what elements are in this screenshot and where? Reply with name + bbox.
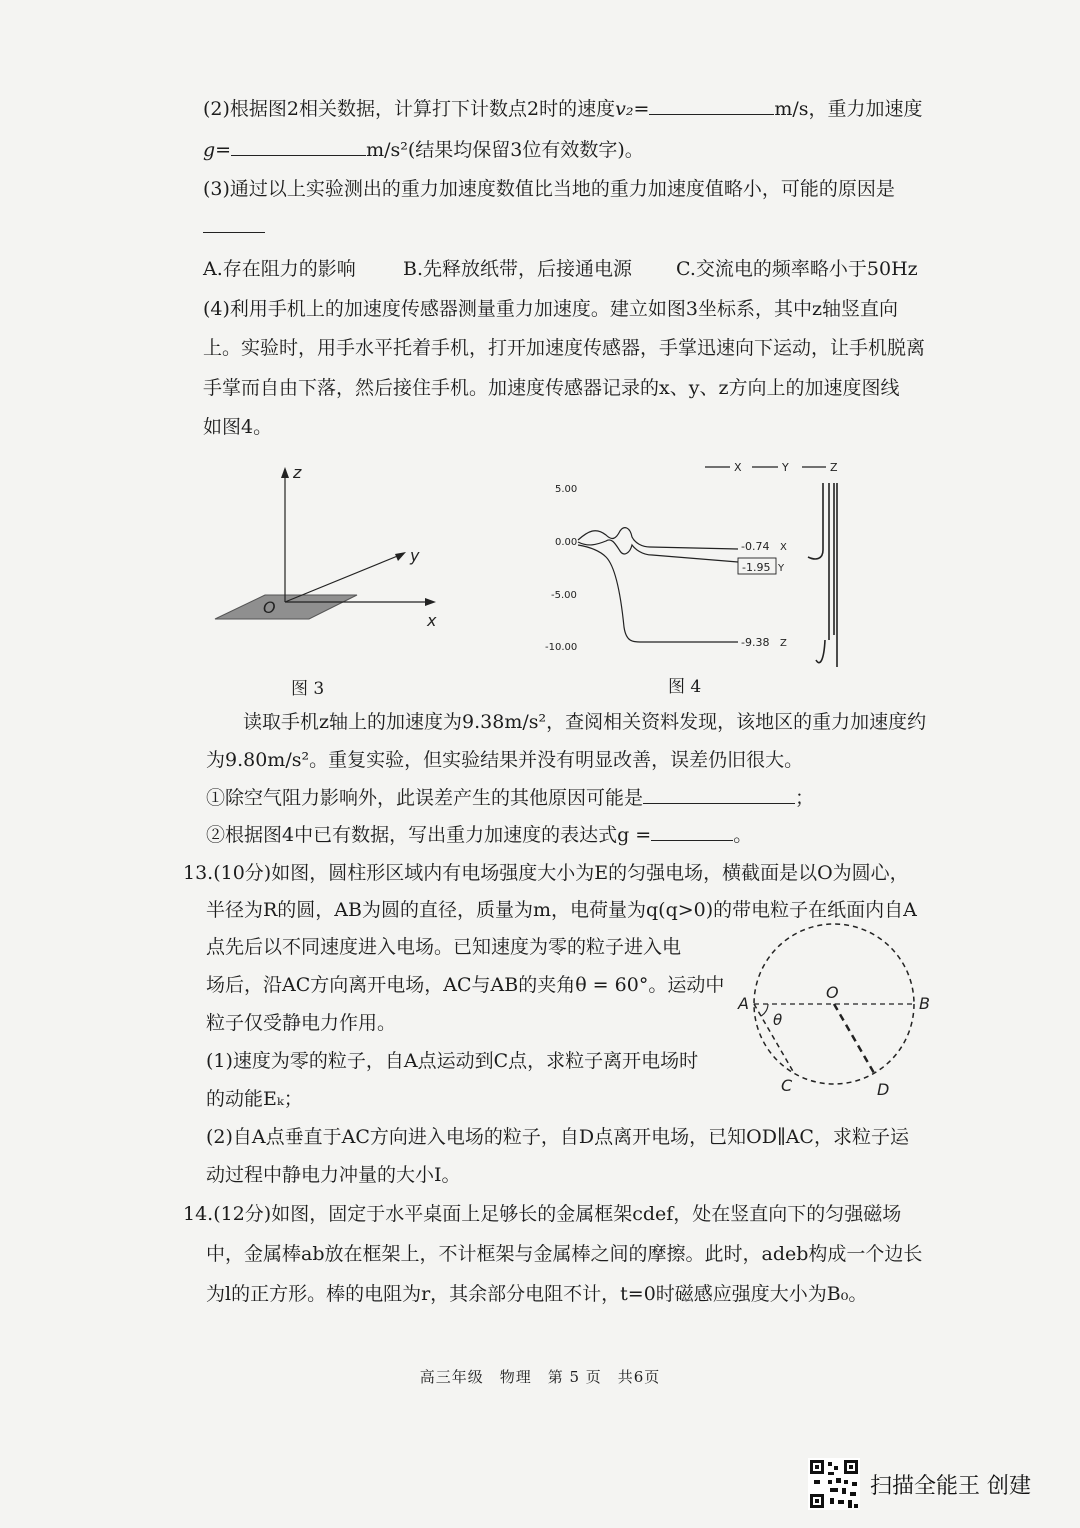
q13-line5: 粒子仅受静电力作用。 — [206, 1012, 397, 1034]
tick-0: 0.00 — [555, 537, 578, 548]
page-footer: 高三年级 物理 第 5 页 共6页 — [419, 1368, 661, 1386]
sub-question-1 — [206, 785, 814, 811]
x-axis-arrow — [425, 598, 436, 606]
q12-part2-note: m/s²(结果均保留3位有效数字)。 — [366, 139, 644, 161]
q14-line1: 14.(12分)如图，固定于水平桌面上足够长的金属框架cdef，处在竖直向下的匀强磁场 — [183, 1203, 902, 1225]
point-a-label: A — [738, 994, 749, 1013]
q12-part4-line3: 手掌而自由下落，然后接住手机。加速度传感器记录的x、y、z方向上的加速度图线 — [203, 377, 900, 399]
q13-line7: 的动能Eₖ； — [206, 1088, 303, 1110]
sub-question-2-text: ②根据图4中已有数据，写出重力加速度的表达式g = — [206, 824, 652, 846]
point-o-label: O — [826, 983, 839, 1002]
label-y-value: -1.95 — [742, 561, 771, 574]
q13-line8: (2)自A点垂直于AC方向进入电场的粒子，自D点离开电场，已知OD∥AC，求粒子运 — [206, 1126, 909, 1148]
tick-5: 5.00 — [555, 484, 578, 495]
point-b-label: B — [919, 994, 930, 1013]
sub-question-2-end: 。 — [733, 824, 753, 846]
figure-4 — [540, 455, 860, 675]
tick-minus5: -5.00 — [551, 590, 577, 601]
q13-line1: 13.(10分)如图，圆柱形区域内有电场强度大小为E的匀强电场，横截面是以O为圆心， — [183, 862, 909, 884]
error-reason-blank[interactable] — [643, 785, 795, 804]
phone-shape — [215, 595, 357, 619]
label-x-value: -0.74 — [741, 540, 770, 553]
q12-part3: (3)通过以上实验测出的重力加速度数值比当地的重力加速度值略小，可能的原因是 — [203, 178, 895, 200]
q12-g-symbol: g= — [203, 139, 232, 161]
q13-line9: 动过程中静电力冲量的大小I。 — [206, 1164, 461, 1186]
q13-circle-figure — [735, 922, 935, 1102]
option-b: B.先释放纸带，后接通电源 — [403, 258, 633, 280]
tick-minus10: -10.00 — [545, 642, 578, 653]
q13-line2: 半径为R的圆，AB为圆的直径，质量为m，电荷量为q(q>0)的带电粒子在纸面内自A — [206, 899, 917, 921]
legend-x-label: X — [734, 461, 742, 474]
q12-part4-line1: (4)利用手机上的加速度传感器测量重力加速度。建立如图3坐标系，其中z轴竖直向 — [203, 298, 899, 320]
g-expression-blank[interactable] — [651, 822, 733, 841]
theta-arc — [761, 1004, 768, 1016]
sub-question-1-end: ； — [795, 787, 815, 809]
q13-line6: (1)速度为零的粒子，自A点运动到C点，求粒子离开电场时 — [206, 1050, 699, 1072]
scanner-watermark — [808, 1458, 1031, 1510]
q14-line3: 为l的正方形。棒的电阻为r，其余部分电阻不计，t=0时磁感应强度大小为B₀。 — [206, 1283, 868, 1305]
x-axis-label: x — [427, 611, 437, 630]
q12-part2-line2 — [203, 137, 644, 163]
part3-answer-blank[interactable] — [203, 214, 265, 233]
reading-line2: 为9.80m/s²。重复实验，但实验结果并没有明显改善，误差仍旧很大。 — [206, 749, 804, 771]
series-y-line — [578, 540, 738, 562]
v2-answer-blank[interactable] — [649, 96, 774, 115]
q12-part2-line1 — [203, 96, 923, 122]
y-axis-arrow — [395, 552, 406, 561]
q12-part4-line4: 如图4。 — [203, 416, 273, 438]
q14-line2: 中，金属棒ab放在框架上，不计框架与金属棒之间的摩擦。此时，adeb构成一个边长 — [206, 1243, 923, 1265]
figure-4-caption: 图 4 — [668, 677, 702, 697]
label-y-series: Y — [778, 563, 785, 574]
q12-v2-symbol: v₂= — [615, 98, 650, 120]
point-d-label: D — [877, 1080, 890, 1099]
sub-question-1-text: ①除空气阻力影响外，此误差产生的其他原因可能是 — [206, 787, 644, 809]
label-z-series: Z — [780, 638, 787, 649]
origin-label: O — [263, 598, 276, 617]
series-x-line — [578, 528, 738, 549]
label-z-value: -9.38 — [741, 636, 770, 649]
reading-line1: 读取手机z轴上的加速度为9.38m/s²，查阅相关资料发现，该地区的重力加速度约 — [243, 711, 927, 733]
z-axis-label: z — [293, 463, 302, 482]
figure-3 — [205, 462, 455, 642]
qr-code-icon — [808, 1458, 860, 1510]
z-axis-arrow — [281, 467, 289, 478]
legend-y-label: Y — [782, 461, 789, 474]
q13-line3: 点先后以不同速度进入电场。已知速度为零的粒子进入电 — [206, 936, 682, 958]
option-a: A.存在阻力的影响 — [203, 258, 356, 280]
series-end-spikes — [808, 483, 837, 667]
q13-line4: 场后，沿AC方向离开电场，AC与AB的夹角θ = 60°。运动中 — [206, 974, 725, 996]
watermark-text: 扫描全能王 创建 — [870, 1473, 1031, 1499]
segment-od — [834, 1004, 874, 1073]
point-c-label: C — [781, 1076, 793, 1095]
y-axis-label: y — [410, 546, 420, 565]
q12-part2-unit: m/s，重力加速度 — [774, 98, 923, 120]
q12-part2-text: (2)根据图2相关数据，计算打下计数点2时的速度 — [203, 98, 616, 120]
legend-z-label: Z — [830, 461, 838, 474]
figure-3-caption: 图 3 — [291, 679, 325, 699]
option-c: C.交流电的频率略小于50Hz — [676, 258, 918, 280]
theta-label: θ — [773, 1011, 783, 1029]
label-x-series: X — [780, 542, 787, 553]
q12-part3-blank-line — [203, 214, 265, 240]
sub-question-2 — [206, 822, 752, 848]
q12-part4-line2: 上。实验时，用手水平托着手机，打开加速度传感器，手掌迅速向下运动，让手机脱离 — [203, 337, 926, 359]
g-answer-blank[interactable] — [231, 137, 366, 156]
